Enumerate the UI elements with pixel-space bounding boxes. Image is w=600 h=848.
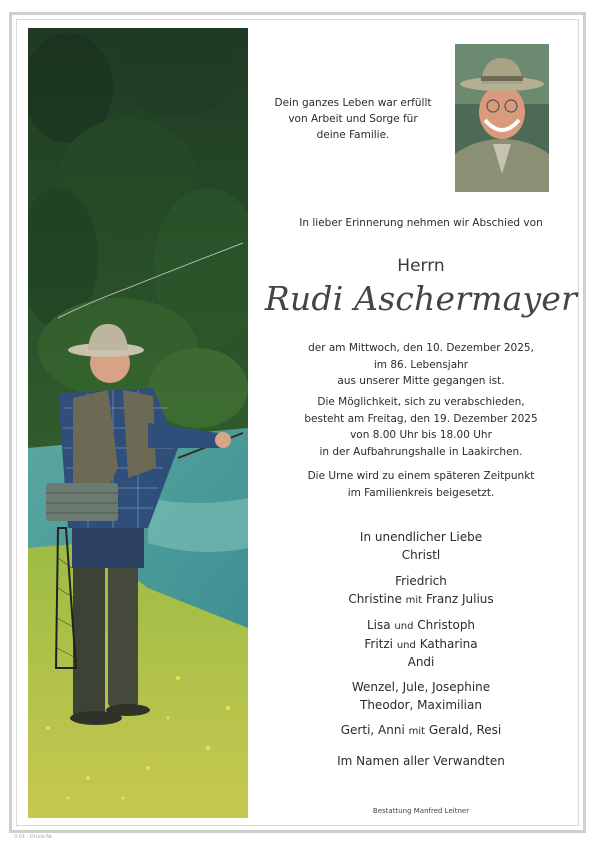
motto-line: von Arbeit und Sorge für bbox=[288, 113, 418, 125]
mourner-name: Katharina bbox=[419, 636, 478, 651]
farewell-info bbox=[258, 394, 584, 460]
salutation: Herrn bbox=[397, 256, 445, 276]
motto-line: deine Familie. bbox=[316, 129, 390, 141]
farewell-line: besteht am Freitag, den 19. Dezember 2025 bbox=[304, 412, 538, 425]
death-notice-line: im 86. Lebensjahr bbox=[373, 358, 469, 371]
connector: mit bbox=[405, 594, 423, 606]
farewell-line: von 8.00 Uhr bis 18.00 Uhr bbox=[350, 429, 492, 441]
mourners-line bbox=[258, 617, 584, 636]
motto-line: Dein ganzes Leben war erfüllt bbox=[274, 97, 432, 109]
print-mark: 0.01 · Druck-Nr. bbox=[14, 834, 54, 840]
mourner-name: Gerald, Resi bbox=[428, 723, 502, 737]
intro-text: In lieber Erinnerung nehmen wir Abschied von bbox=[299, 217, 543, 229]
mourner-name: Fritzi bbox=[364, 636, 394, 651]
mourners-line: Andi bbox=[407, 655, 435, 669]
mourners-group bbox=[258, 722, 584, 741]
mourner-name: Franz Julius bbox=[425, 591, 494, 606]
connector: und bbox=[394, 621, 414, 632]
mourners-line bbox=[258, 722, 584, 741]
mourners-line bbox=[258, 591, 584, 610]
fishing-photo bbox=[28, 28, 248, 818]
mourners-line: Theodor, Maximilian bbox=[360, 697, 482, 712]
mourners-group bbox=[258, 617, 584, 672]
urn-line: im Familienkreis beigesetzt. bbox=[347, 486, 495, 499]
mourners-group bbox=[258, 529, 584, 564]
deceased-name: Rudi Aschermayer bbox=[264, 279, 578, 318]
mourners-closing: Im Namen aller Verwandten bbox=[337, 754, 505, 768]
mourner-name: Gerti, Anni bbox=[340, 723, 405, 737]
mourners-line: In unendlicher Liebe bbox=[359, 530, 483, 544]
mourner-name: Lisa bbox=[366, 618, 391, 632]
mourners-line: Friedrich bbox=[395, 574, 447, 588]
portrait-photo bbox=[455, 44, 549, 192]
mourners-line: Wenzel, Jule, Josephine bbox=[351, 680, 491, 694]
mourners-group bbox=[258, 573, 584, 609]
mourner-name: Christoph bbox=[417, 618, 476, 632]
death-notice-line: der am Mittwoch, den 10. Dezember 2025, bbox=[308, 342, 534, 354]
connector: und bbox=[396, 639, 416, 651]
farewell-line: in der Aufbahrungshalle in Laakirchen. bbox=[319, 445, 523, 458]
farewell-line: Die Möglichkeit, sich zu verabschieden, bbox=[317, 396, 525, 408]
urn-line: Die Urne wird zu einem späteren Zeitpunkt bbox=[307, 470, 535, 482]
undertaker-credit: Bestattung Manfred Leitner bbox=[372, 807, 470, 815]
mourners-line: Christl bbox=[401, 547, 441, 562]
connector: mit bbox=[408, 726, 426, 737]
urn-info bbox=[258, 468, 584, 501]
mourners-line bbox=[258, 636, 584, 655]
mourners-group bbox=[258, 679, 584, 714]
motto-verse bbox=[268, 95, 438, 143]
death-notice-line: aus unserer Mitte gegangen ist. bbox=[337, 375, 505, 387]
death-notice bbox=[258, 340, 584, 390]
mourner-name: Christine bbox=[348, 591, 402, 606]
